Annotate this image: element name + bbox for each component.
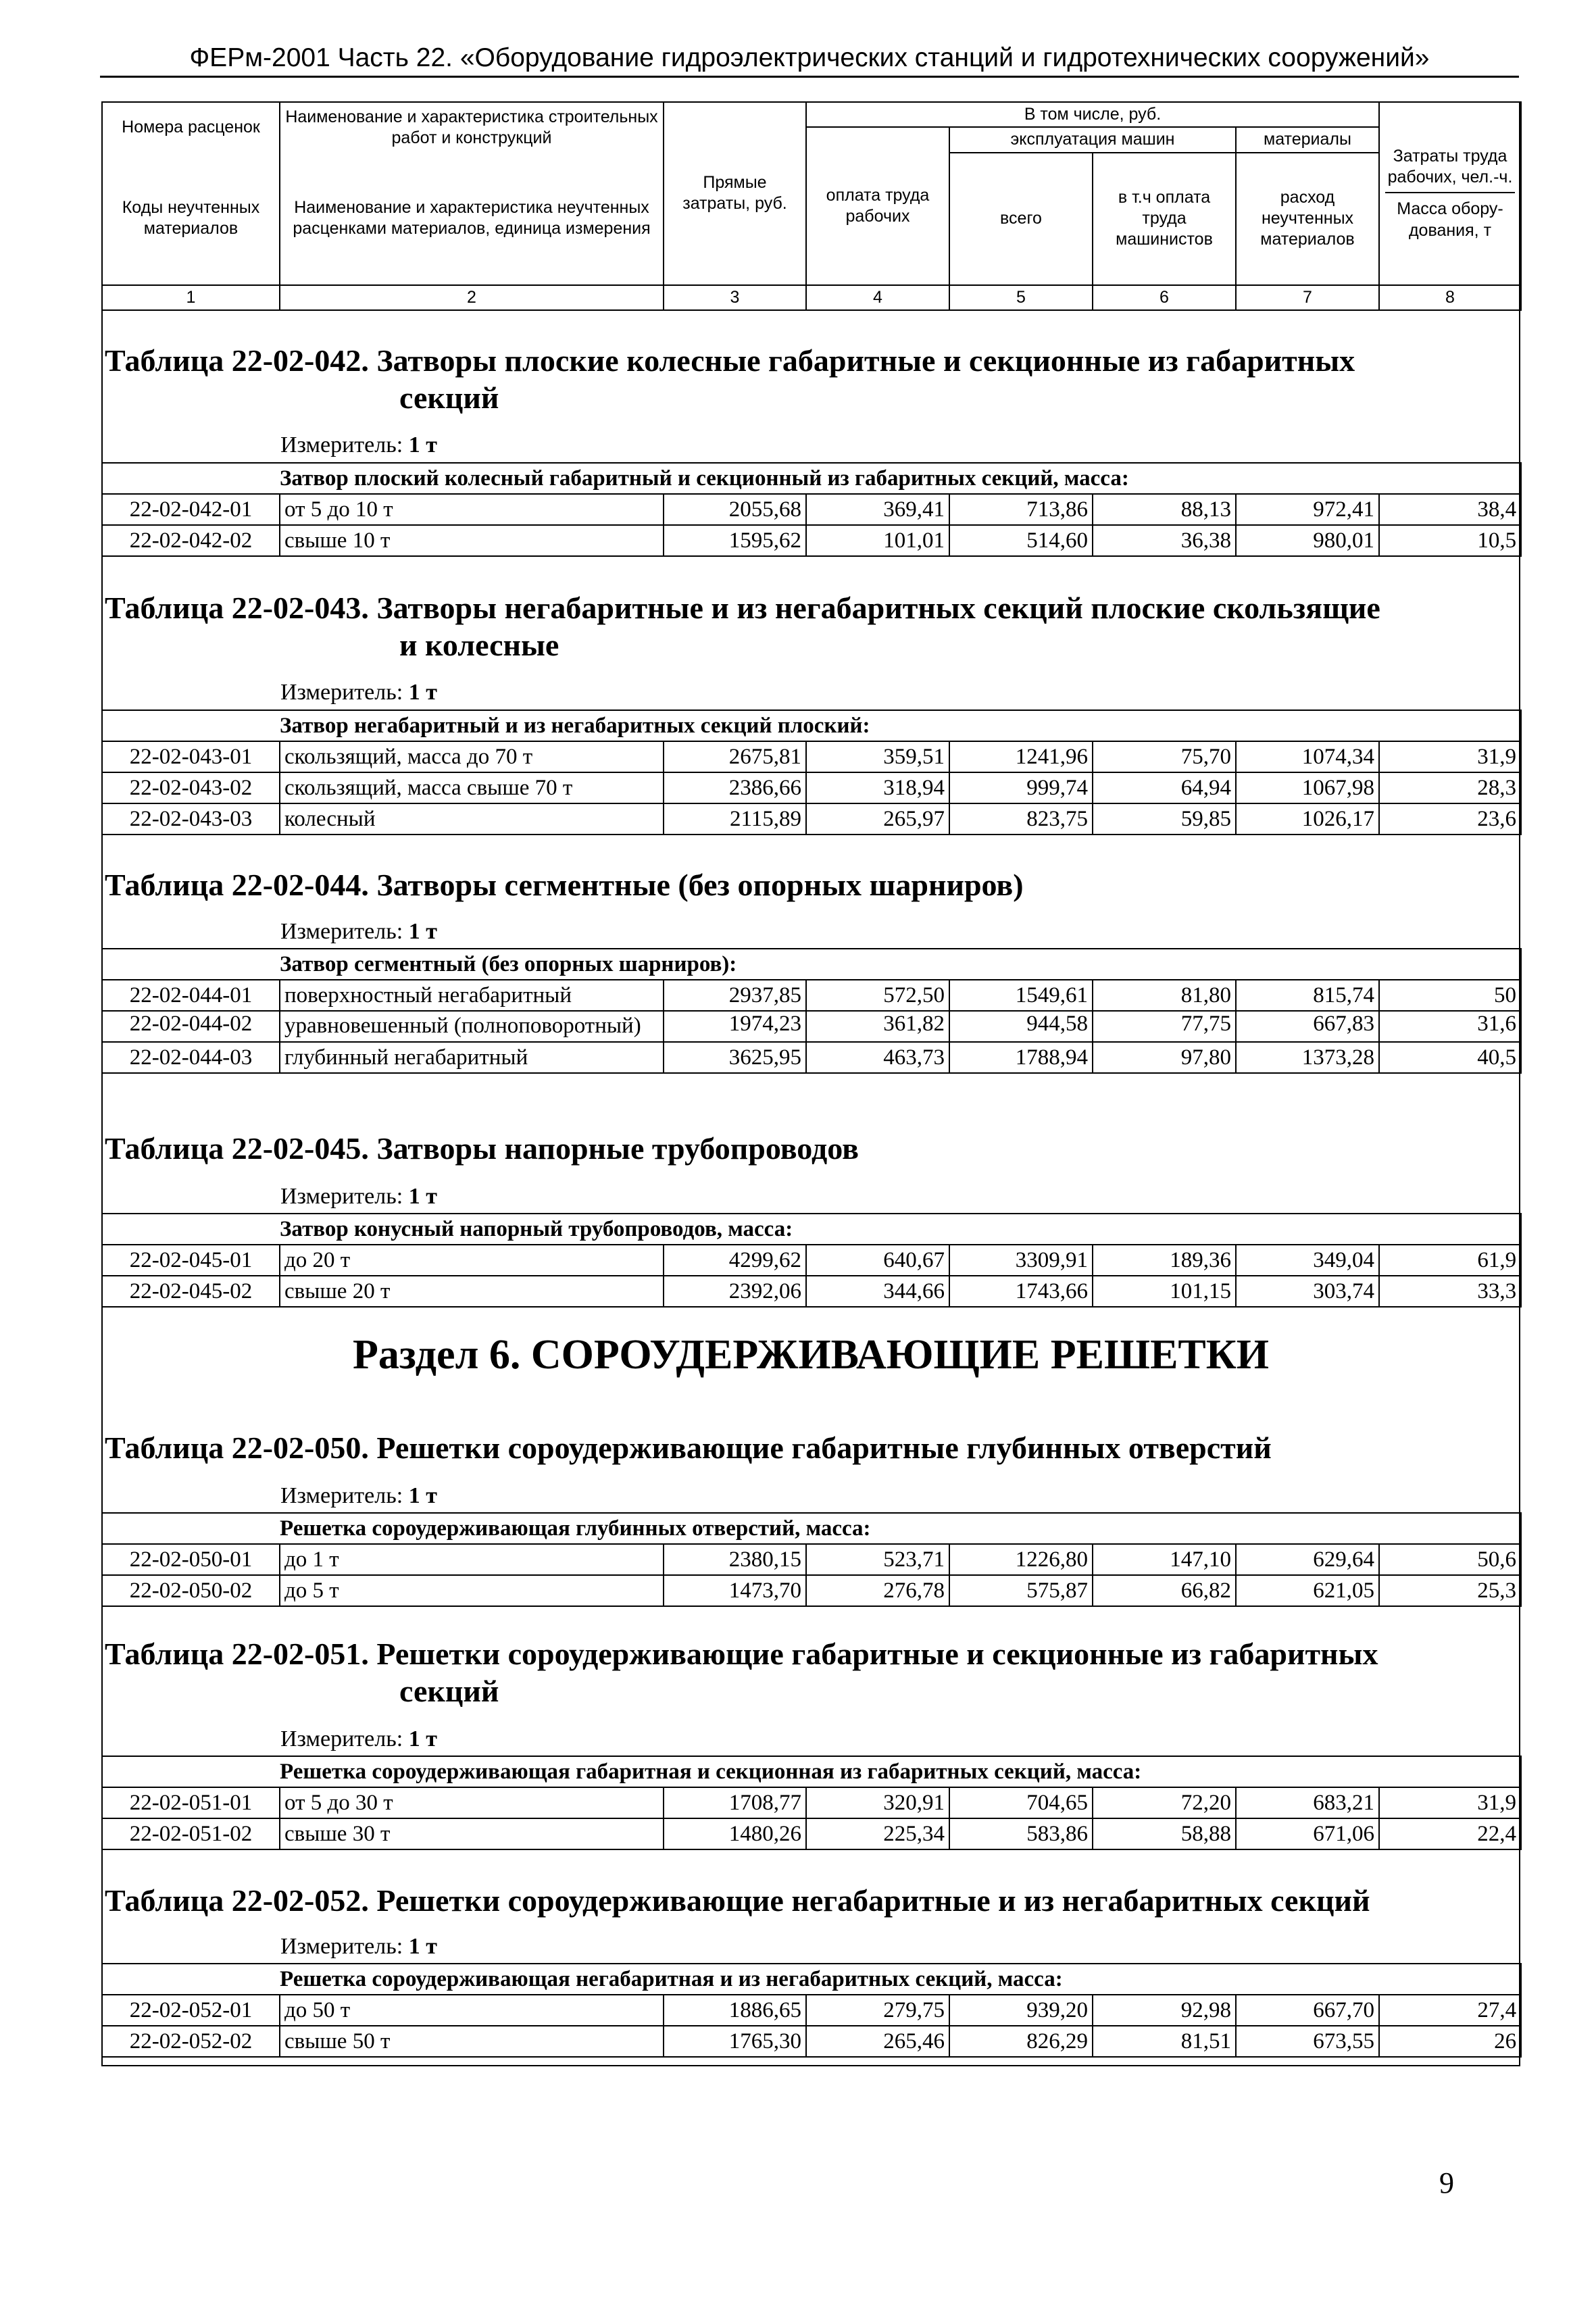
material-cost: 673,55 — [1236, 2026, 1379, 2057]
hdr-col1-top: Номера расценок — [102, 102, 280, 153]
unit-line: Измеритель: 1 т — [280, 1726, 437, 1751]
material-cost: 972,41 — [1236, 494, 1379, 525]
unit-line: Измеритель: 1 т — [280, 919, 437, 944]
group-caption: Решетка сороудерживающая габаритная и секционная из габаритных секций, масса: — [102, 1756, 1521, 1787]
table-title: Таблица 22-02-051. Решетки сороудерживающие габаритные и секционные из габаритных секций — [105, 1637, 1378, 1709]
worker-wages: 523,71 — [806, 1544, 949, 1575]
rate-code: 22-02-045-02 — [102, 1276, 280, 1307]
table-title: Таблица 22-02-043. Затворы негабаритные и из негабаритных секций плоские скользящие и колесные — [105, 591, 1380, 663]
labor-hours: 27,4 — [1379, 1995, 1521, 2026]
operator-wages: 81,80 — [1093, 980, 1236, 1011]
table-title: Таблица 22-02-045. Затворы напорные трубопроводов — [105, 1131, 859, 1166]
direct-cost: 1708,77 — [664, 1787, 806, 1818]
labor-hours: 23,6 — [1379, 803, 1521, 835]
hdr-num: 2 — [280, 285, 664, 310]
material-cost: 667,83 — [1236, 1011, 1379, 1042]
operator-wages: 66,82 — [1093, 1575, 1236, 1606]
direct-cost: 3625,95 — [664, 1042, 806, 1073]
direct-cost: 2937,85 — [664, 980, 806, 1011]
rate-code: 22-02-050-01 — [102, 1544, 280, 1575]
worker-wages: 276,78 — [806, 1575, 949, 1606]
work-name: до 50 т — [280, 1995, 664, 2026]
rates-table — [101, 462, 1522, 557]
labor-hours: 61,9 — [1379, 1245, 1521, 1276]
operator-wages: 97,80 — [1093, 1042, 1236, 1073]
material-cost: 815,74 — [1236, 980, 1379, 1011]
material-cost: 303,74 — [1236, 1276, 1379, 1307]
table-row — [102, 980, 1521, 1011]
rates-table — [101, 1512, 1522, 1607]
rate-code: 22-02-042-01 — [102, 494, 280, 525]
labor-hours: 40,5 — [1379, 1042, 1521, 1073]
material-cost: 1074,34 — [1236, 741, 1379, 772]
operator-wages: 59,85 — [1093, 803, 1236, 835]
machine-cost: 944,58 — [949, 1011, 1093, 1042]
operator-wages: 72,20 — [1093, 1787, 1236, 1818]
rates-table — [101, 710, 1522, 835]
material-cost: 667,70 — [1236, 1995, 1379, 2026]
table-row — [102, 1544, 1521, 1575]
worker-wages: 361,82 — [806, 1011, 949, 1042]
labor-hours: 38,4 — [1379, 494, 1521, 525]
work-name: скользящий, масса до 70 т — [280, 741, 664, 772]
hdr-col3: Прямые затраты, руб. — [664, 102, 806, 285]
operator-wages: 101,15 — [1093, 1276, 1236, 1307]
work-name: от 5 до 30 т — [280, 1787, 664, 1818]
work-name: свыше 30 т — [280, 1818, 664, 1849]
hdr-mach-total: всего — [949, 153, 1093, 285]
machine-cost: 1226,80 — [949, 1544, 1093, 1575]
operator-wages: 75,70 — [1093, 741, 1236, 772]
machine-cost: 826,29 — [949, 2026, 1093, 2057]
material-cost: 1373,28 — [1236, 1042, 1379, 1073]
operator-wages: 92,98 — [1093, 1995, 1236, 2026]
worker-wages: 265,97 — [806, 803, 949, 835]
machine-cost: 823,75 — [949, 803, 1093, 835]
work-name: до 1 т — [280, 1544, 664, 1575]
group-caption: Затвор сегментный (без опорных шарниров): — [102, 949, 1521, 980]
work-name: скользящий, масса свыше 70 т — [280, 772, 664, 803]
hdr-mat-cons: расход неучтенных материалов — [1236, 153, 1379, 285]
unit-line: Измеритель: 1 т — [280, 1483, 437, 1508]
table-row — [102, 525, 1521, 556]
direct-cost: 2386,66 — [664, 772, 806, 803]
unit-line: Измеритель: 1 т — [280, 680, 437, 705]
hdr-num: 8 — [1379, 285, 1521, 310]
operator-wages: 81,51 — [1093, 2026, 1236, 2057]
table-row — [102, 772, 1521, 803]
group-caption: Решетка сороудерживающая негабаритная и из негабаритных секций, масса: — [102, 1964, 1521, 1995]
table-row — [102, 1042, 1521, 1073]
rates-table — [101, 948, 1522, 1074]
column-header-table — [101, 101, 1522, 311]
unit-line: Измеритель: 1 т — [280, 1934, 437, 1959]
direct-cost: 1473,70 — [664, 1575, 806, 1606]
machine-cost: 939,20 — [949, 1995, 1093, 2026]
labor-hours: 50 — [1379, 980, 1521, 1011]
direct-cost: 1886,65 — [664, 1995, 806, 2026]
table-row — [102, 741, 1521, 772]
rate-code: 22-02-050-02 — [102, 1575, 280, 1606]
direct-cost: 1974,23 — [664, 1011, 806, 1042]
group-caption: Решетка сороудерживающая глубинных отверстий, масса: — [102, 1513, 1521, 1544]
machine-cost: 575,87 — [949, 1575, 1093, 1606]
worker-wages: 101,01 — [806, 525, 949, 556]
material-cost: 629,64 — [1236, 1544, 1379, 1575]
rates-table — [101, 1756, 1522, 1850]
table-row — [102, 1995, 1521, 2026]
hdr-machines: эксплуатация машин — [949, 127, 1236, 152]
direct-cost: 1765,30 — [664, 2026, 806, 2057]
material-cost: 1026,17 — [1236, 803, 1379, 835]
table-title: Таблица 22-02-050. Решетки сороудерживающие габаритные глубинных отверстий — [105, 1430, 1272, 1465]
work-name: поверхностный негабаритный — [280, 980, 664, 1011]
table-row — [102, 1818, 1521, 1849]
labor-hours: 25,3 — [1379, 1575, 1521, 1606]
unit-line: Измеритель: 1 т — [280, 1184, 437, 1209]
table-row — [102, 803, 1521, 835]
worker-wages: 369,41 — [806, 494, 949, 525]
hdr-num: 7 — [1236, 285, 1379, 310]
group-caption: Затвор плоский колесный габаритный и секционный из габаритных секций, масса: — [102, 463, 1521, 494]
direct-cost: 2380,15 — [664, 1544, 806, 1575]
machine-cost: 704,65 — [949, 1787, 1093, 1818]
rate-code: 22-02-043-03 — [102, 803, 280, 835]
page-number: 9 — [1439, 2166, 1454, 2199]
rate-code: 22-02-052-01 — [102, 1995, 280, 2026]
labor-hours: 28,3 — [1379, 772, 1521, 803]
table-row — [102, 494, 1521, 525]
table-row — [102, 1787, 1521, 1818]
work-name: уравновешенный (полноповоротный) — [280, 1011, 664, 1042]
hdr-mass: Масса обору-дования, т — [1397, 199, 1503, 240]
running-header: ФЕРм-2001 Часть 22. «Оборудование гидроэлектрических станций и гидротехнических сооружений» — [189, 43, 1430, 72]
work-name: свыше 20 т — [280, 1276, 664, 1307]
hdr-num: 1 — [102, 285, 280, 310]
hdr-num: 4 — [806, 285, 949, 310]
machine-cost: 1241,96 — [949, 741, 1093, 772]
rate-code: 22-02-052-02 — [102, 2026, 280, 2057]
worker-wages: 463,73 — [806, 1042, 949, 1073]
hdr-col1-bottom: Коды неучтенных материалов — [102, 153, 280, 285]
operator-wages: 64,94 — [1093, 772, 1236, 803]
hdr-incl: В том числе, руб. — [806, 102, 1379, 127]
rate-code: 22-02-042-02 — [102, 525, 280, 556]
work-name: глубинный негабаритный — [280, 1042, 664, 1073]
table-row — [102, 1245, 1521, 1276]
rate-code: 22-02-044-01 — [102, 980, 280, 1011]
material-cost: 683,21 — [1236, 1787, 1379, 1818]
direct-cost: 2392,06 — [664, 1276, 806, 1307]
direct-cost: 2055,68 — [664, 494, 806, 525]
table-title: Таблица 22-02-042. Затворы плоские колесные габаритные и секционные из габаритных секций — [105, 343, 1355, 416]
worker-wages: 572,50 — [806, 980, 949, 1011]
machine-cost: 713,86 — [949, 494, 1093, 525]
work-name: свыше 10 т — [280, 525, 664, 556]
operator-wages: 147,10 — [1093, 1544, 1236, 1575]
machine-cost: 583,86 — [949, 1818, 1093, 1849]
labor-hours: 50,6 — [1379, 1544, 1521, 1575]
rate-code: 22-02-044-02 — [102, 1011, 280, 1042]
hdr-numbers-row — [102, 285, 1521, 310]
table-row — [102, 1575, 1521, 1606]
work-name: свыше 50 т — [280, 2026, 664, 2057]
operator-wages: 77,75 — [1093, 1011, 1236, 1042]
direct-cost: 1480,26 — [664, 1818, 806, 1849]
material-cost: 621,05 — [1236, 1575, 1379, 1606]
material-cost: 1067,98 — [1236, 772, 1379, 803]
labor-hours: 26 — [1379, 2026, 1521, 2057]
machine-cost: 1788,94 — [949, 1042, 1093, 1073]
hdr-materials: материалы — [1236, 127, 1379, 152]
labor-hours: 31,9 — [1379, 741, 1521, 772]
hdr-wages: оплата труда рабочих — [806, 127, 949, 284]
labor-hours: 31,6 — [1379, 1011, 1521, 1042]
work-name: колесный — [280, 803, 664, 835]
worker-wages: 359,51 — [806, 741, 949, 772]
table-row — [102, 2026, 1521, 2057]
worker-wages: 640,67 — [806, 1245, 949, 1276]
direct-cost: 2115,89 — [664, 803, 806, 835]
worker-wages: 344,66 — [806, 1276, 949, 1307]
work-name: от 5 до 10 т — [280, 494, 664, 525]
hdr-mach-wages: в т.ч оплата труда машинистов — [1093, 153, 1236, 285]
rate-code: 22-02-043-01 — [102, 741, 280, 772]
table-row — [102, 1276, 1521, 1307]
machine-cost: 1743,66 — [949, 1276, 1093, 1307]
worker-wages: 265,46 — [806, 2026, 949, 2057]
rate-code: 22-02-051-02 — [102, 1818, 280, 1849]
table-title: Таблица 22-02-052. Решетки сороудерживающие негабаритные и из негабаритных секций — [105, 1883, 1370, 1918]
operator-wages: 36,38 — [1093, 525, 1236, 556]
worker-wages: 320,91 — [806, 1787, 949, 1818]
labor-hours: 10,5 — [1379, 525, 1521, 556]
material-cost: 349,04 — [1236, 1245, 1379, 1276]
operator-wages: 88,13 — [1093, 494, 1236, 525]
hdr-num: 5 — [949, 285, 1093, 310]
direct-cost: 2675,81 — [664, 741, 806, 772]
operator-wages: 189,36 — [1093, 1245, 1236, 1276]
labor-hours: 33,3 — [1379, 1276, 1521, 1307]
direct-cost: 4299,62 — [664, 1245, 806, 1276]
material-cost: 671,06 — [1236, 1818, 1379, 1849]
operator-wages: 58,88 — [1093, 1818, 1236, 1849]
machine-cost: 1549,61 — [949, 980, 1093, 1011]
rates-table — [101, 1213, 1522, 1308]
worker-wages: 279,75 — [806, 1995, 949, 2026]
material-cost: 980,01 — [1236, 525, 1379, 556]
work-name: до 5 т — [280, 1575, 664, 1606]
labor-hours: 31,9 — [1379, 1787, 1521, 1818]
labor-hours: 22,4 — [1379, 1818, 1521, 1849]
unit-line: Измеритель: 1 т — [280, 432, 437, 457]
worker-wages: 225,34 — [806, 1818, 949, 1849]
table-row — [102, 1011, 1521, 1042]
hdr-labor: Затраты труда рабочих, чел.-ч. — [1387, 146, 1513, 186]
rates-table — [101, 1963, 1522, 2058]
hdr-num: 6 — [1093, 285, 1236, 310]
group-caption: Затвор негабаритный и из негабаритных секций плоский: — [102, 710, 1521, 741]
work-name: до 20 т — [280, 1245, 664, 1276]
hdr-num: 3 — [664, 285, 806, 310]
machine-cost: 3309,91 — [949, 1245, 1093, 1276]
rate-code: 22-02-045-01 — [102, 1245, 280, 1276]
group-caption: Затвор конусный напорный трубопроводов, масса: — [102, 1214, 1521, 1245]
direct-cost: 1595,62 — [664, 525, 806, 556]
worker-wages: 318,94 — [806, 772, 949, 803]
rate-code: 22-02-044-03 — [102, 1042, 280, 1073]
hdr-col2-top: Наименование и характеристика строительных работ и конструкций — [280, 102, 664, 153]
header-rule — [100, 76, 1519, 78]
machine-cost: 999,74 — [949, 772, 1093, 803]
rate-code: 22-02-043-02 — [102, 772, 280, 803]
rate-code: 22-02-051-01 — [102, 1787, 280, 1818]
machine-cost: 514,60 — [949, 525, 1093, 556]
hdr-col8 — [1379, 102, 1521, 285]
hdr-col2-bottom: Наименование и характеристика неучтенных расценками материалов, единица измерения — [280, 153, 664, 285]
table-title: Таблица 22-02-044. Затворы сегментные (без опорных шарниров) — [105, 868, 1024, 902]
section-title: Раздел 6. СОРОУДЕРЖИВАЮЩИЕ РЕШЕТКИ — [353, 1332, 1269, 1378]
